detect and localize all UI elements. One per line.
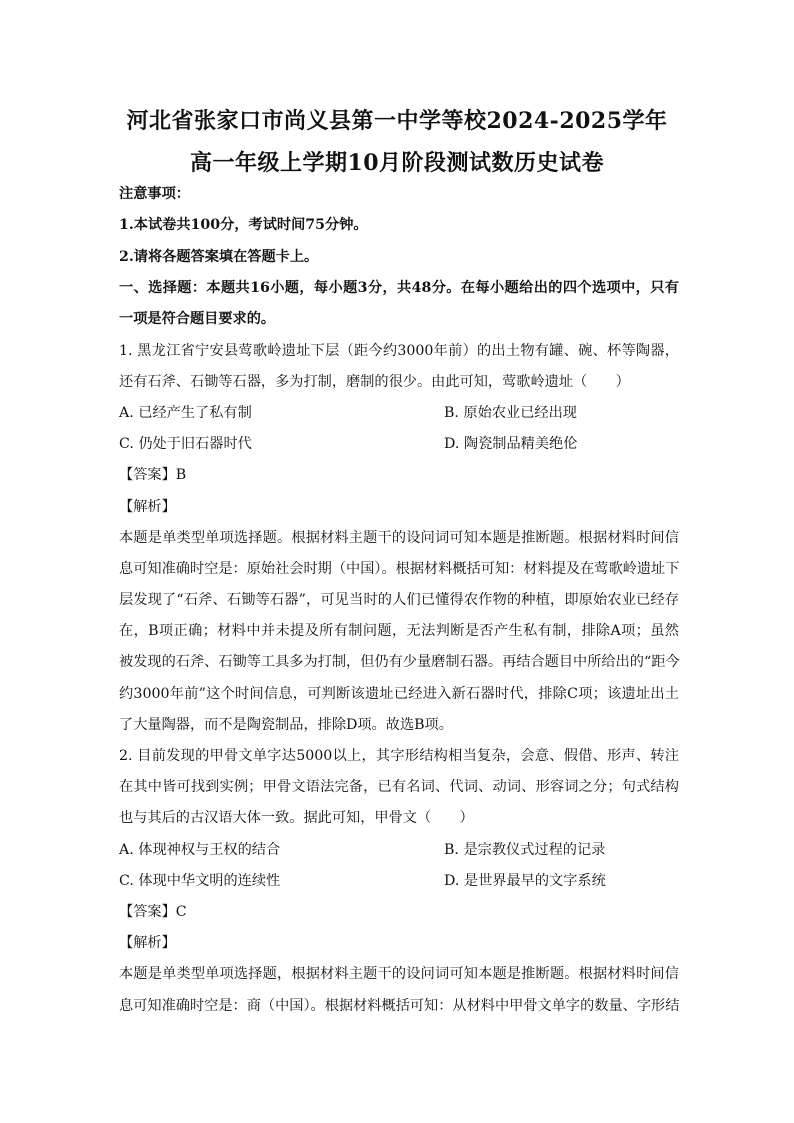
- q1-analysis-line: 约3000年前”这个时间信息，可判断该遗址已经进入新石器时代，排除C项；该遗址出土: [119, 686, 679, 702]
- q1-option-b: B. 原始农业已经出现: [444, 405, 577, 421]
- q1-analysis-line: 层发现了“石斧、石锄等石器”，可见当时的人们已懂得农作物的种植，即原始农业已经存: [119, 592, 679, 608]
- q1-analysis-line: 被发现的石斧、石锄等工具多为打制，但仍有少量磨制石器。再结合题目中所给出的“距今: [119, 654, 680, 670]
- q2-stem-line: 2. 目前发现的甲骨文单字达5000以上，其字形结构相当复杂，会意、假借、形声、转注: [119, 748, 679, 764]
- q2-stem-line: 也与其后的古汉语大体一致。据此可知，甲骨文（ ）: [119, 810, 474, 826]
- section-heading-cont: 一项是符合题目要求的。: [119, 311, 276, 327]
- notice-item-1: 1.本试卷共100分，考试时间75分钟。: [119, 217, 368, 233]
- q1-analysis-line: 本题是单类型单项选择题。根据材料主题干的设问词可知本题是推断题。根据材料时间信: [119, 530, 679, 546]
- q2-option-b: B. 是宗教仪式过程的记录: [444, 842, 606, 858]
- q2-answer: 【答案】C: [119, 904, 187, 920]
- notice-item-2: 2.请将各题答案填在答题卡上。: [119, 249, 319, 265]
- q2-analysis-line: 本题是单类型单项选择题，根据材料主题干的设问词可知本题是推断题。根据材料时间信: [119, 966, 679, 982]
- exam-title-line1: 河北省张家口市尚义县第一中学等校2024-2025学年: [126, 108, 668, 134]
- q1-analysis-heading: 【解析】: [119, 499, 176, 515]
- q1-stem-line: 还有石斧、石锄等石器，多为打制，磨制的很少。由此可知，莺歌岭遗址（ ）: [119, 374, 630, 390]
- q1-option-c: C. 仍处于旧石器时代: [119, 436, 252, 452]
- q2-analysis-line: 息可知准确时空是：商（中国）。根据材料概括可知：从材料中甲骨文单字的数量、字形结: [119, 998, 680, 1014]
- q1-stem-line: 1. 黑龙江省宁安县莺歌岭遗址下层（距今约3000年前）的出土物有罐、碗、杯等陶器，: [119, 343, 679, 359]
- q1-analysis-line: 在，B项正确；材料中并未提及所有制问题，无法判断是否产生私有制，排除A项；虽然: [119, 623, 679, 639]
- q1-analysis-line: 息可知准确时空是：原始社会时期（中国）。根据材料概括可知：材料提及在莺歌岭遗址下: [119, 561, 680, 577]
- q2-stem-line: 在其中皆可找到实例；甲骨文语法完备，已有名词、代词、动词、形容词之分；句式结构: [119, 779, 679, 795]
- section-heading: 一、选择题：本题共16小题，每小题3分，共48分。在每小题给出的四个选项中，只有: [119, 280, 679, 296]
- q1-option-d: D. 陶瓷制品精美绝伦: [444, 436, 578, 452]
- q1-option-a: A. 已经产生了私有制: [119, 405, 252, 421]
- q2-analysis-heading: 【解析】: [119, 935, 176, 951]
- exam-title-line2: 高一年级上学期10月阶段测试数历史试卷: [189, 150, 605, 176]
- q1-analysis-line: 了大量陶器，而不是陶瓷制品，排除D项。故选B项。: [119, 717, 453, 733]
- q2-option-a: A. 体现神权与王权的结合: [119, 842, 281, 858]
- q1-answer: 【答案】B: [119, 467, 187, 483]
- notice-heading: 注意事项：: [119, 186, 190, 202]
- q2-option-c: C. 体现中华文明的连续性: [119, 873, 281, 889]
- q2-option-d: D. 是世界最早的文字系统: [444, 873, 606, 889]
